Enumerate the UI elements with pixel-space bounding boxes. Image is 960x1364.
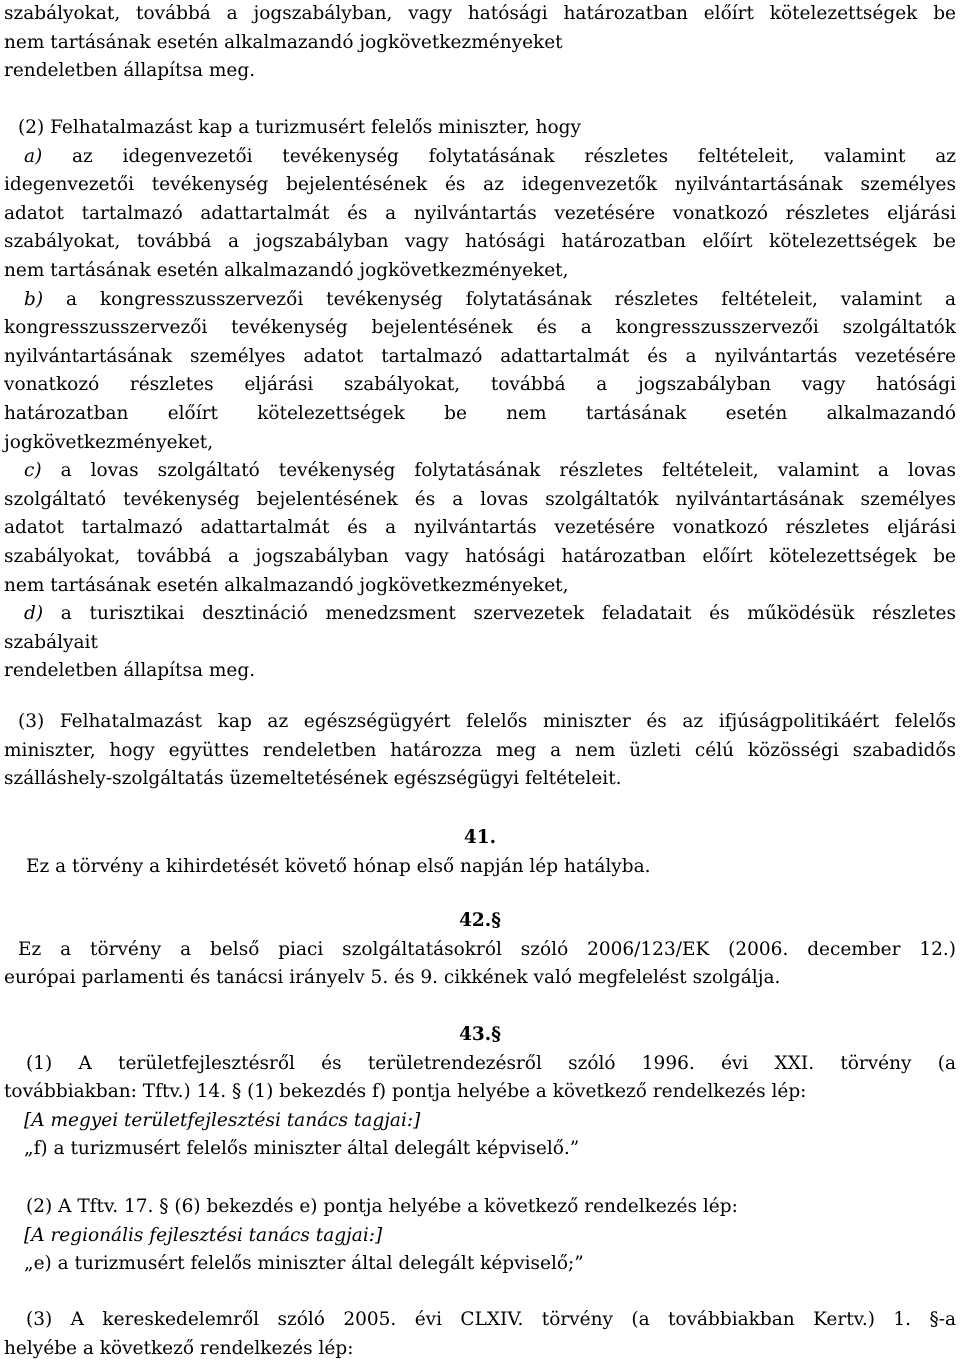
item-a-first-line [4, 143, 956, 172]
text-line: Ez a törvény a belső piaci szolgáltatásokról szóló 2006/123/EK (2006. december 12.) [18, 938, 956, 960]
item-text: a kongresszusszervezői tevékenység folytatásának részletes feltételeit, valamint a [66, 288, 956, 310]
item-b-first-line [4, 286, 956, 315]
item-d-first-line [4, 600, 956, 629]
text-line: adatot tartalmazó adattartalmát és a nyilvántartás vezetésére vonatkozó részletes eljárási [4, 517, 956, 539]
section-43-paragraph-3 [4, 1306, 956, 1363]
item-text: az idegenvezetői tevékenység folytatásának részletes feltételeit, valamint az [72, 145, 956, 167]
bracket-text: [A regionális fejlesztési tanács tagjai:] [24, 1224, 383, 1246]
text-line: európai parlamenti és tanácsi irányelv 5. és 9. cikkének való megfelelést szolgálja. [4, 967, 781, 989]
text-line: szabályokat, továbbá a jogszabályban vagy hatósági határozatban előírt kötelezettségek be [4, 231, 956, 253]
intro-paragraph [4, 0, 956, 86]
item-c-first-line [4, 457, 956, 486]
text-line: nyilvántartásának személyes adatot tartalmazó adattartalmát és a nyilvántartás vezetésére [4, 345, 956, 367]
bracket-line [4, 1107, 956, 1136]
section-number: 41. [463, 827, 497, 848]
text-line: (3) Felhatalmazást kap az egészségügyért felelős miniszter és az ifjúságpolitikáért felelős [18, 711, 956, 732]
text-line: szolgáltató tevékenység bejelentésének és a lovas szolgáltatók nyilvántartásának személyes [4, 488, 956, 510]
item-label: c) [24, 460, 42, 482]
paragraph-lead: (2) Felhatalmazást kap a turizmusért felelős miniszter, hogy [18, 117, 581, 138]
text-line: helyébe a következő rendelkezés lép: [4, 1337, 354, 1359]
item-label: a) [24, 145, 43, 167]
item-label: d) [24, 603, 44, 625]
text-line: kongresszusszervezői tevékenység bejelentésének és a kongresszusszervezői szolgáltatók [4, 317, 956, 339]
closing-line: rendeletben állapítsa meg. [4, 660, 256, 682]
section-number [4, 907, 956, 936]
section-sign-icon: § [491, 1024, 501, 1045]
item-label: b) [24, 288, 44, 310]
item-text: a turisztikai desztináció menedzsment szervezetek feladatait és működésük részletes [60, 603, 956, 625]
section-sign-icon: § [491, 910, 501, 931]
text-line: szabályokat, továbbá a jogszabályban, vagy hatósági határozatban előírt kötelezettségek be [4, 3, 956, 24]
text-line: nem tartásának esetén alkalmazandó jogkövetkezményeket, [4, 259, 569, 281]
text-line: adatot tartalmazó adattartalmát és a nyilvántartás vezetésére vonatkozó részletes eljárási [4, 202, 956, 224]
quote-line: „e) a turizmusért felelős miniszter által delegált képviselő;” [24, 1253, 584, 1275]
text-line: nem tartásának esetén alkalmazandó jogkövetkezményeket [4, 31, 563, 53]
bracket-line [4, 1222, 956, 1251]
section-text: Ez a törvény a kihirdetését követő hónap első napján lép hatályba. [26, 855, 651, 877]
text-line: jogkövetkezményeket, [4, 431, 214, 453]
section-42 [4, 907, 956, 993]
section-43-paragraph-2 [4, 1193, 956, 1279]
text-line: vonatkozó részletes eljárási szabályokat, továbbá a jogszabályban vagy hatósági [4, 374, 956, 396]
bracket-text: [A megyei területfejlesztési tanács tagjai:] [24, 1109, 421, 1131]
text-line: idegenvezetői tevékenység bejelentésének és az idegenvezetők nyilvántartásának személyes [4, 174, 956, 196]
section-43 [4, 1021, 956, 1164]
item-text: a lovas szolgáltató tevékenység folytatásának részletes feltételeit, valamint a lovas [60, 460, 956, 482]
section-41 [4, 824, 956, 881]
text-line: nem tartásának esetén alkalmazandó jogkövetkezményeket, [4, 574, 569, 596]
text-line: (2) A Tftv. 17. § (6) bekezdés e) pontja helyébe a következő rendelkezés lép: [26, 1196, 738, 1217]
section-number [4, 1021, 956, 1050]
text-line: szabályait [4, 631, 98, 653]
paragraph-3 [4, 708, 956, 794]
text-line: szálláshely-szolgáltatás üzemeltetésének egészségügyi feltételeit. [4, 768, 622, 790]
section-number-text: 43. [459, 1024, 492, 1045]
quote-line: „f) a turizmusért felelős miniszter által delegált képviselő.” [24, 1138, 580, 1160]
text-line: rendeletben állapítsa meg. [4, 60, 256, 82]
paragraph-2 [4, 114, 956, 686]
text-line: továbbiakban: Tftv.) 14. § (1) bekezdés f) pontja helyébe a következő rendelkezés lép: [4, 1081, 807, 1103]
text-line: határozatban előírt kötelezettségek be nem tartásának esetén alkalmazandó [4, 402, 956, 424]
text-line: szabályokat, továbbá a jogszabályban vagy hatósági határozatban előírt kötelezettségek be [4, 545, 956, 567]
text-line: miniszter, hogy együttes rendeletben határozza meg a nem üzleti célú közösségi szabadidős [4, 739, 956, 761]
section-number-text: 42. [459, 910, 492, 931]
text-line: (1) A területfejlesztésről és területrendezésről szóló 1996. évi XXI. törvény (a [26, 1052, 956, 1074]
text-line: (3) A kereskedelemről szóló 2005. évi CLXIV. törvény (a továbbiakban Kertv.) 1. §-a [26, 1309, 956, 1330]
